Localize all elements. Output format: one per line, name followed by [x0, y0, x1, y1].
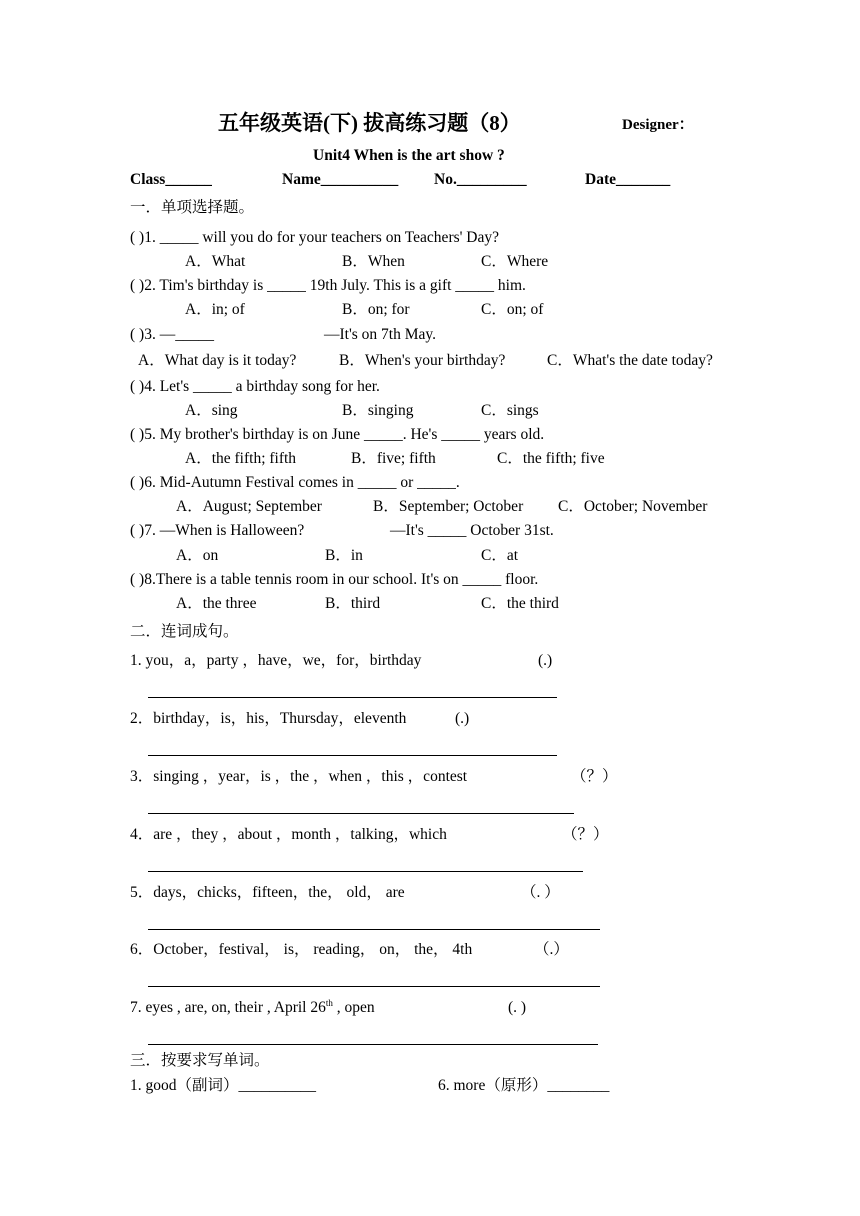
question: ( )5. My brother's birthday is on June _____. He's _____ years old. [130, 426, 545, 443]
question: ( )4. Let's _____ a birthday song for her. [130, 378, 380, 395]
option: B．third [325, 595, 381, 612]
option: B．When [342, 253, 405, 270]
answer-line[interactable] [148, 755, 557, 756]
option: B．on; for [342, 301, 410, 318]
option: A．August; September [176, 498, 322, 515]
section-heading: 三．按要求写单词。 [130, 1052, 270, 1069]
word-list: 4．are ，they ，about ，month ，talking，which [130, 826, 447, 843]
date-field[interactable]: Date_______ [585, 171, 671, 188]
punctuation-hint: (. ) [508, 999, 527, 1016]
punctuation-hint: （. ） [521, 884, 560, 901]
number-field[interactable]: No._________ [434, 171, 527, 188]
page-title: 五年级英语(下) 拔高练习题（8） [218, 111, 521, 135]
option: B．in [325, 547, 363, 564]
option: B．singing [342, 402, 414, 419]
option: A．What [185, 253, 246, 270]
punctuation-hint: (.) [455, 710, 470, 727]
superscript: th [325, 997, 333, 1008]
option: C．sings [481, 402, 539, 419]
option: C．the third [481, 595, 559, 612]
word-list-text: , open [332, 999, 375, 1016]
punctuation-hint: （？） [562, 826, 609, 843]
name-field[interactable]: Name__________ [282, 171, 399, 188]
question: ( )7. —When is Halloween? [130, 522, 305, 539]
word-list: 6．October，festival， is， reading， on， the， 4th [130, 941, 473, 958]
word-list: 2．birthday，is，his，Thursday，eleventh [130, 710, 407, 727]
word-list: 3．singing ，year，is ，the ，when ，this ，contest [130, 768, 468, 785]
option: A．on [176, 547, 219, 564]
word-list-text: 7. eyes , are, on, their , April 26 [130, 999, 326, 1016]
answer-line[interactable] [148, 813, 574, 814]
option: A．in; of [185, 301, 245, 318]
unit-subtitle: Unit4 When is the art show ? [313, 147, 505, 164]
word-list: 1. you，a，party ，have，we，for，birthday [130, 652, 422, 669]
section-heading: 一．单项选择题。 [130, 199, 255, 216]
question: ( )3. —_____ [130, 326, 214, 343]
option: B．September; October [373, 498, 524, 515]
answer-line[interactable] [148, 871, 583, 872]
answer-line[interactable] [148, 929, 600, 930]
punctuation-hint: （.） [534, 941, 569, 958]
option: A．the fifth; fifth [185, 450, 297, 467]
question-answer: —It's _____ October 31st. [390, 522, 554, 539]
option: A．sing [185, 402, 238, 419]
word-exercise[interactable]: 6. more（原形）________ [438, 1077, 610, 1094]
answer-line[interactable] [148, 697, 557, 698]
option: C．October; November [558, 498, 708, 515]
question: ( )1. _____ will you do for your teachers on Teachers' Day? [130, 229, 500, 246]
option: C．at [481, 547, 519, 564]
option: C．on; of [481, 301, 544, 318]
punctuation-hint: （？） [571, 768, 618, 785]
option: B．five; fifth [351, 450, 436, 467]
option: A．the three [176, 595, 257, 612]
option: A．What day is it today? [138, 352, 297, 369]
word-exercise[interactable]: 1. good（副词）__________ [130, 1077, 317, 1094]
option: C．What's the date today? [547, 352, 713, 369]
answer-line[interactable] [148, 986, 600, 987]
question: ( )6. Mid-Autumn Festival comes in _____ or _____. [130, 474, 460, 491]
word-list [130, 998, 375, 1018]
option: B．When's your birthday? [339, 352, 506, 369]
question-answer: —It's on 7th May. [324, 326, 437, 343]
option: C．Where [481, 253, 549, 270]
option: C．the fifth; five [497, 450, 605, 467]
answer-line[interactable] [148, 1044, 598, 1045]
section-heading: 二．连词成句。 [130, 623, 239, 640]
punctuation-hint: (.) [538, 652, 553, 669]
designer-label: Designer： [622, 117, 694, 133]
word-list: 5．days，chicks，fifteen，the， old， are [130, 884, 405, 901]
class-field[interactable]: Class______ [130, 171, 212, 188]
question: ( )8.There is a table tennis room in our school. It's on _____ floor. [130, 571, 539, 588]
question: ( )2. Tim's birthday is _____ 19th July. This is a gift _____ him. [130, 277, 526, 294]
